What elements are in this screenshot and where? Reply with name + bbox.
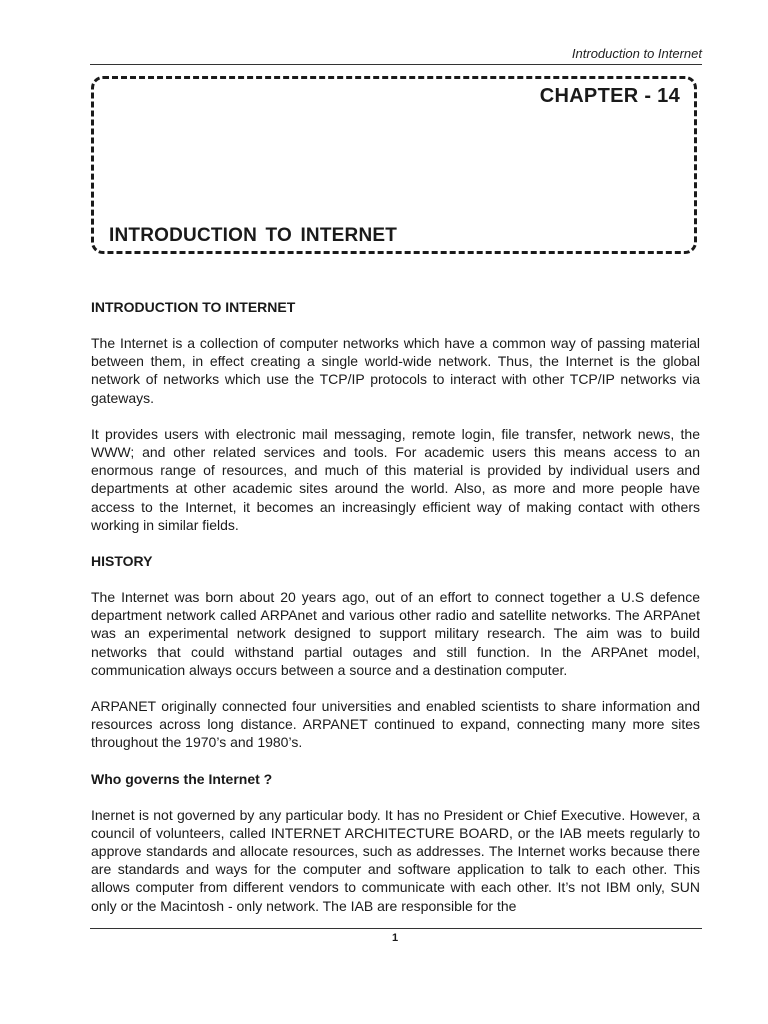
page-number: 1 bbox=[391, 932, 399, 944]
header-rule bbox=[90, 64, 702, 65]
paragraph: It provides users with electronic mail messaging, remote login, file transfer, network news, the WWW; and other related services and tools. For academic users this means access to an enormous range of resources, and much of this material is provided by individual users and departments at other academic sites around the world. Also, as more and more people have access to the Internet, it becomes an increasingly efficient way of making contact with others working in similar fields. bbox=[91, 425, 700, 533]
running-header: Introduction to Internet bbox=[571, 46, 702, 61]
section-heading-governance: Who governs the Internet ? bbox=[91, 770, 273, 787]
chapter-label: CHAPTER - 14 bbox=[539, 85, 680, 107]
paragraph: ARPANET originally connected four universities and enabled scientists to share information and resources across long distance. ARPANET continued to expand, connecting many more sites throughout the 1970’s and 1980’s. bbox=[91, 698, 700, 751]
chapter-title: INTRODUCTION TO INTERNET bbox=[109, 225, 398, 246]
section-heading-history: HISTORY bbox=[91, 553, 153, 570]
chapter-title-box bbox=[91, 76, 697, 254]
section-heading-introduction: INTRODUCTION TO INTERNET bbox=[91, 299, 296, 315]
footer-rule bbox=[90, 928, 702, 929]
page-content bbox=[91, 298, 700, 933]
paragraph: The Internet is a collection of computer networks which have a common way of passing material between them, in effect creating a single world-wide network. Thus, the Internet is the global network of networks which use the TCP/IP protocols to interact with other TCP/IP networks via gateways. bbox=[91, 335, 700, 406]
paragraph: Inernet is not governed by any particular body. It has no President or Chief Executive. However, a council of volunteers, called INTERNET ARCHITECTURE BOARD, or the IAB meets regularly to approve standards and allocate resources, such as addresses. The Internet works because there are standards and ways for the computer and software application to talk to each other. This allows computer from different vendors to communicate with each other. It’s not IBM only, SUN only or the Macintosh - only network. The IAB are responsible for the bbox=[91, 806, 700, 914]
paragraph: The Internet was born about 20 years ago, out of an effort to connect together a U.S defence department network called ARPAnet and various other radio and satellite networks. The ARPAnet was an experimental network designed to support military research. The aim was to build networks that could withstand partial outages and still function. In the ARPAnet model, communication always occurs between a source and a destination computer. bbox=[91, 589, 700, 678]
